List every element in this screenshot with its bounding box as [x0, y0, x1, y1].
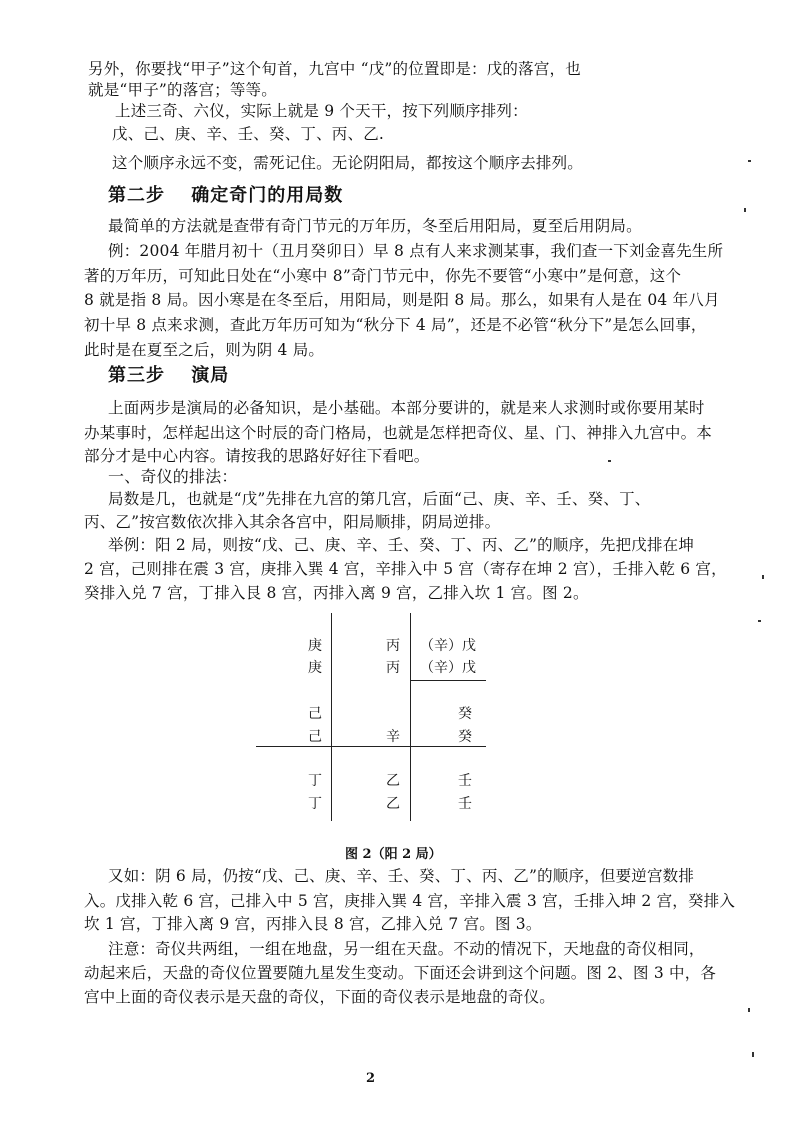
section-heading-step3: 第三步 演局	[108, 365, 230, 386]
text-line: 举例：阳 2 局，则按“戊、己、庚、辛、壬、癸、丁、丙、乙”的顺序，先把戊排在坤	[108, 536, 695, 554]
scan-speck	[748, 1008, 750, 1012]
text-line: 癸排入兑 7 宫，丁排入艮 8 宫，丙排入离 9 宫，乙排入坎 1 宫。图 2。	[84, 584, 589, 602]
text-line: 丙、乙”按宫数依次排入其余各宫中，阳局顺排，阴局逆排。	[84, 513, 501, 531]
text-line: 戊、己、庚、辛、壬、癸、丁、丙、乙.	[112, 125, 385, 143]
cell-r2-right-top: 癸	[458, 706, 472, 722]
cell-r2-left-bottom: 己	[308, 729, 322, 745]
text-line: 8 就是指 8 局。因小寒是在冬至后，用阳局，则是阳 8 局。那么，如果有人是在 04 年八月	[84, 291, 720, 309]
text-line: 2 宫，己则排在震 3 宫，庚排入巽 4 宫，辛排入中 5 宫（寄存在坤 2 宫），壬排入乾 6 宫，	[84, 560, 727, 578]
text-line: 动起来后，天盘的奇仪位置要随九星发生变动。下面还会讲到这个问题。图 2、图 3 中，各	[84, 964, 717, 982]
cell-r3-left-top: 丁	[308, 773, 322, 789]
cell-r1-right-top: （辛）戊	[420, 638, 476, 654]
text-line: 局数是几，也就是“戊”先排在九宫的第几宫，后面“己、庚、辛、壬、癸、丁、	[108, 490, 651, 508]
text-line: 著的万年历，可知此日处在“小寒中 8”奇门节元中，你先不要管“小寒中”是何意，这个	[84, 267, 682, 285]
grid-vertical-line-left	[331, 613, 332, 821]
cell-r3-mid-bottom: 乙	[386, 796, 400, 812]
cell-r3-mid-top: 乙	[386, 773, 400, 789]
scan-speck	[748, 160, 751, 162]
cell-r1-mid-bottom: 丙	[386, 660, 400, 676]
cell-r2-left-top: 己	[308, 706, 322, 722]
text-line: 初十早 8 点来求测，查此万年历可知为“秋分下 4 局”，还是不必管“秋分下”是怎么回事，	[84, 316, 707, 334]
scan-speck	[744, 208, 746, 212]
cell-r3-left-bottom: 丁	[308, 796, 322, 812]
text-line: 这个顺序永远不变，需死记住。无论阴阳局，都按这个顺序去排列。	[112, 154, 584, 172]
text-line: 就是“甲子”的落宫；等等。	[88, 81, 277, 99]
text-line: 例：2004 年腊月初十（丑月癸卯日）早 8 点有人来求测某事，我们查一下刘金喜先生所	[108, 242, 724, 260]
text-line: 最简单的方法就是查带有奇门节元的万年历，冬至后用阳局，夏至后用阴局。	[108, 217, 642, 235]
scan-speck	[762, 575, 764, 579]
text-line: 入。戊排入乾 6 宫，己排入中 5 宫，庚排入巽 4 宫，辛排入震 3 宫，壬排入坤 2 宫，癸排入	[84, 892, 736, 910]
text-line: 办某事时，怎样起出这个时辰的奇门格局，也就是怎样把奇仪、星、门、神排入九宫中。本	[84, 424, 713, 442]
cell-r1-left-bottom: 庚	[308, 660, 322, 676]
page-number: 2	[366, 1071, 376, 1086]
grid-vertical-line-right	[410, 613, 411, 821]
cell-r1-mid-top: 丙	[386, 638, 400, 654]
scan-speck	[752, 1052, 754, 1057]
text-line: 宫中上面的奇仪表示是天盘的奇仪，下面的奇仪表示是地盘的奇仪。	[84, 988, 556, 1006]
text-line: 注意：奇仪共两组，一组在地盘，另一组在天盘。不动的情况下，天地盘的奇仪相同，	[108, 940, 705, 958]
text-line: 部分才是中心内容。请按我的思路好好往下看吧。	[84, 447, 430, 465]
text-line: 坎 1 宫，丁排入离 9 宫，丙排入艮 8 宫，乙排入兑 7 宫。图 3。	[84, 915, 542, 933]
section-heading-step2: 第二步 确定奇门的用局数	[108, 185, 344, 206]
text-line: 此时是在夏至之后，则为阴 4 局。	[84, 341, 325, 359]
scan-speck	[758, 620, 761, 622]
figure-caption: 图 2（阳 2 局）	[345, 847, 442, 862]
cell-r1-right-bottom: （辛）戊	[420, 660, 476, 676]
subheading: 一、奇仪的排法：	[108, 467, 238, 486]
cell-r3-right-bottom: 壬	[458, 796, 472, 812]
grid-horizontal-line-top	[410, 680, 486, 681]
cell-r1-left-top: 庚	[308, 638, 322, 654]
cell-r2-right-bottom: 癸	[458, 729, 472, 745]
text-line: 又如：阴 6 局，仍按“戊、己、庚、辛、壬、癸、丁、丙、乙”的顺序，但要逆宫数排	[108, 867, 695, 885]
grid-horizontal-line-bottom	[256, 746, 486, 747]
text-line: 上述三奇、六仪，实际上就是 9 个天干，按下列顺序排列：	[115, 102, 528, 120]
text-line: 另外，你要找“甲子”这个旬首，九宫中 “戊”的位置即是：戊的落宫，也	[88, 60, 581, 78]
cell-r3-right-top: 壬	[458, 773, 472, 789]
scan-speck	[608, 460, 611, 462]
cell-r2-mid-bottom: 辛	[386, 729, 400, 745]
text-line: 上面两步是演局的必备知识，是小基础。本部分要讲的，就是来人求测时或你要用某时	[108, 399, 705, 417]
